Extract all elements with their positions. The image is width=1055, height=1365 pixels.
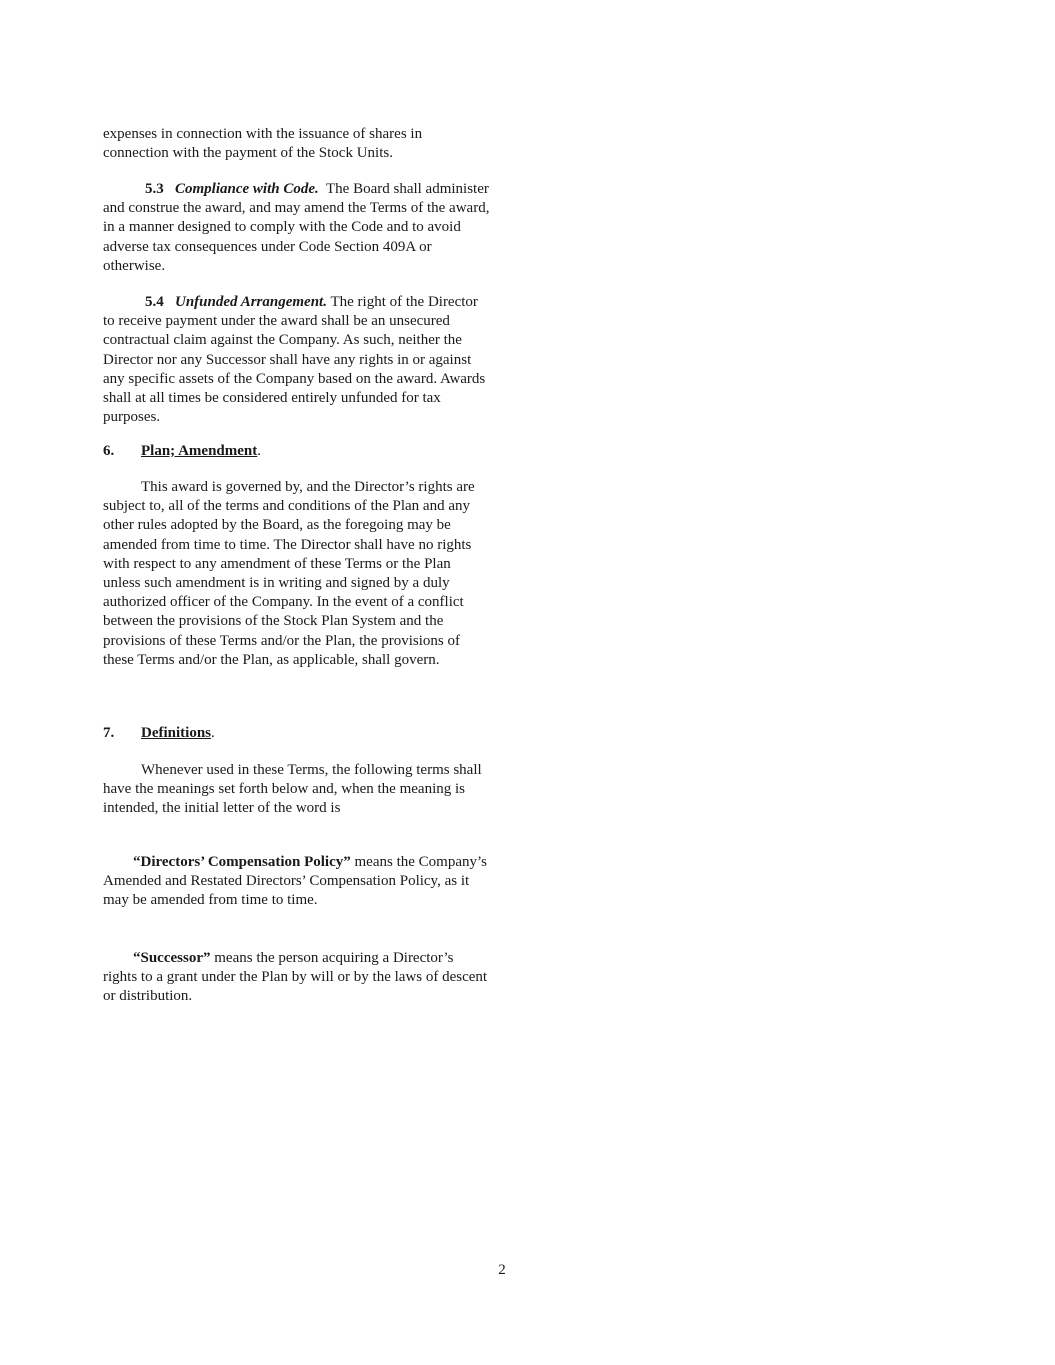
section-5-4-text: The right of the Director to receive payment under the award shall be an unsecured contractual claim against the Company. As such, neither the Director nor any Successor shall have any rights in or against any specific assets of the Company based on the award. Awards shall at all times be considered entirely unfunded for tax purposes. xyxy=(103,294,486,426)
section-5-3-number: 5.3 xyxy=(145,181,164,197)
definition-term: “Directors’ Compensation Policy” xyxy=(133,854,351,870)
section-5-4 xyxy=(103,293,491,427)
section-7-text: Whenever used in these Terms, the following terms shall have the meanings set forth below and, when the meaning is intended, the initial letter of the word is xyxy=(103,762,482,817)
definition-successor xyxy=(103,949,491,1007)
section-7-title: Definitions xyxy=(141,725,212,741)
section-7-number: 7. xyxy=(103,725,115,741)
definition-text: means the Company’s Amended and Restated Directors’ Compensation Policy, as it may be amended from time to time. xyxy=(103,854,487,909)
definition-directors-compensation-policy xyxy=(103,853,491,911)
definition-text: means the person acquiring a Director’s rights to a grant under the Plan by will or by the laws of descent or distribution. xyxy=(103,950,488,1005)
paragraph-continuation: expenses in connection with the issuance of shares in connection with the payment of the Stock Units. xyxy=(103,126,423,162)
section-5-3 xyxy=(103,180,491,276)
section-6-text: This award is governed by, and the Director’s rights are subject to, all of the terms and conditions of the Plan and any other rules adopted by the Board, as the foregoing may be amended from time to time. The Director shall have no rights with respect to any amendment of these Terms or the Plan unless such amendment is in writing and signed by a duly authorized officer of the Company. In the event of a conflict between the provisions of the Stock Plan System and the provisions of these Terms and/or the Plan, the provisions of these Terms and/or the Plan, as applicable, shall govern. xyxy=(103,479,475,668)
section-5-3-text: The Board shall administer and construe the award, and may amend the Terms of the award, in a manner designed to comply with the Code and to avoid adverse tax consequences under Code Section 409A or otherwise. xyxy=(103,181,490,274)
section-6-number: 6. xyxy=(103,443,115,459)
definition-term: “Successor” xyxy=(133,950,211,966)
section-5-3-title: Compliance with Code. xyxy=(175,181,319,197)
section-6-title: Plan; Amendment xyxy=(141,443,258,459)
section-5-4-number: 5.4 xyxy=(145,294,164,310)
page-number: 2 xyxy=(498,1262,506,1278)
section-6-heading: 6. Plan; Amendment. xyxy=(103,442,261,461)
section-5-4-title: Unfunded Arrangement. xyxy=(175,294,327,310)
section-7-heading: 7. Definitions. xyxy=(103,724,215,743)
